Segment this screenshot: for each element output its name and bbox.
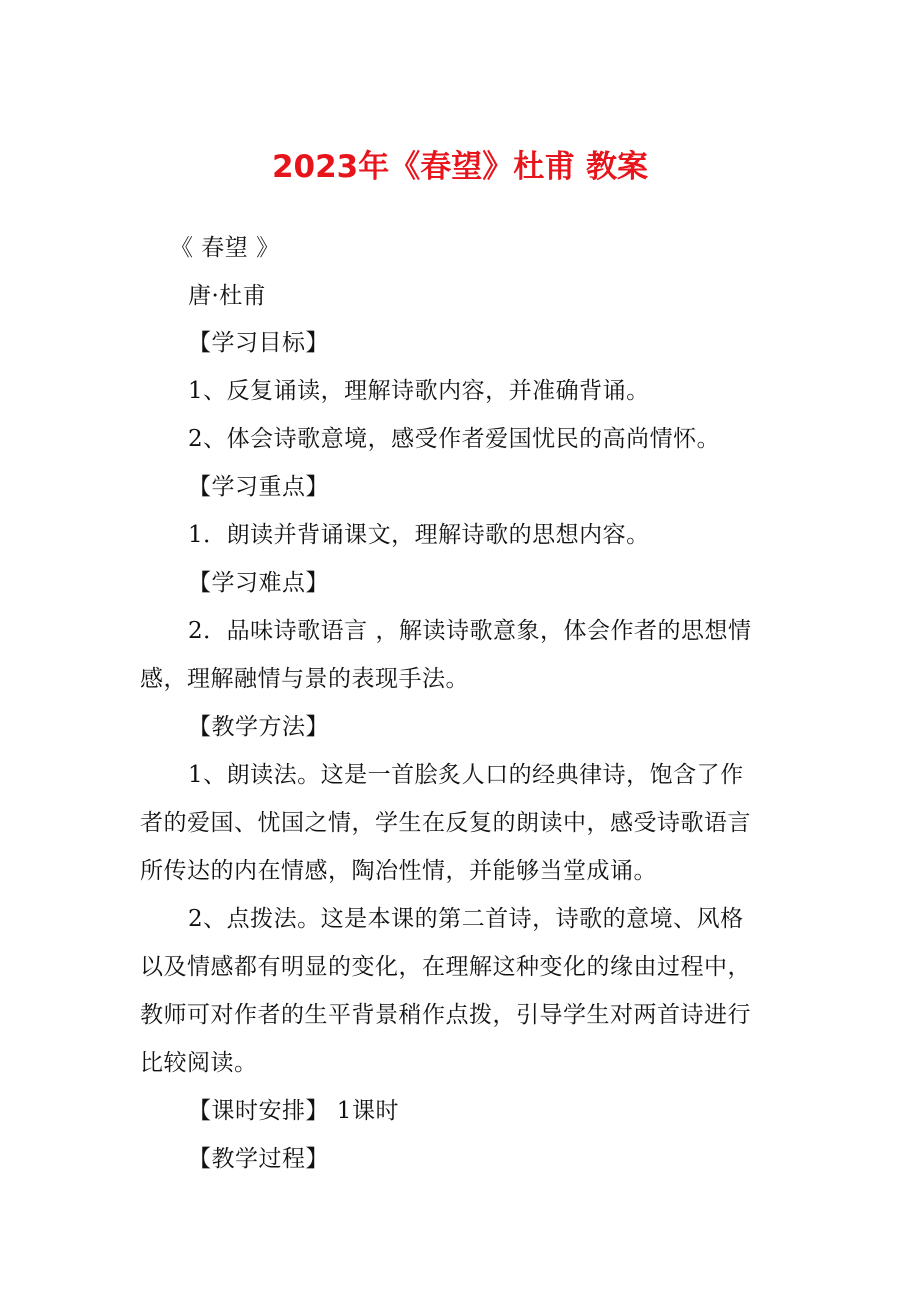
poem-title: 《 春望 》 <box>170 235 280 261</box>
schedule-line: 【课时安排】 1课时 <box>188 1098 399 1124</box>
method-2-line-1: 2、点拨法。这是本课的第二首诗，诗歌的意境、风格 <box>188 906 744 932</box>
goal-item-2: 2、体会诗歌意境，感受作者爱国忧民的高尚情怀。 <box>188 426 721 452</box>
process-heading: 【教学过程】 <box>188 1146 329 1172</box>
goal-item-1: 1、反复诵读，理解诗歌内容，并准确背诵。 <box>188 378 650 404</box>
key-heading: 【学习重点】 <box>188 474 329 500</box>
method-1-line-2: 者的爱国、忧国之情，学生在反复的朗读中，感受诗歌语言 <box>140 810 751 836</box>
method-2-line-2: 以及情感都有明显的变化，在理解这种变化的缘由过程中， <box>140 954 751 980</box>
method-heading: 【教学方法】 <box>188 714 329 740</box>
poem-author: 唐·杜甫 <box>188 283 267 309</box>
difficulty-heading: 【学习难点】 <box>188 570 329 596</box>
difficulty-item-line-2: 感，理解融情与景的表现手法。 <box>140 666 469 692</box>
method-1-line-3: 所传达的内在情感，陶冶性情，并能够当堂成诵。 <box>140 858 657 884</box>
goals-heading: 【学习目标】 <box>188 330 329 356</box>
method-2-line-4: 比较阅读。 <box>140 1050 258 1076</box>
difficulty-item-line-1: 2．品味诗歌语言 ，解读诗歌意象，体会作者的思想情 <box>188 618 752 644</box>
method-2-line-3: 教师可对作者的生平背景稍作点拨，引导学生对两首诗进行 <box>140 1002 751 1028</box>
document-title: 2023年《春望》杜甫 教案 <box>271 149 649 185</box>
method-1-line-1: 1、朗读法。这是一首脍炙人口的经典律诗，饱含了作 <box>188 762 744 788</box>
key-item-1: 1．朗读并背诵课文，理解诗歌的思想内容。 <box>188 522 650 548</box>
